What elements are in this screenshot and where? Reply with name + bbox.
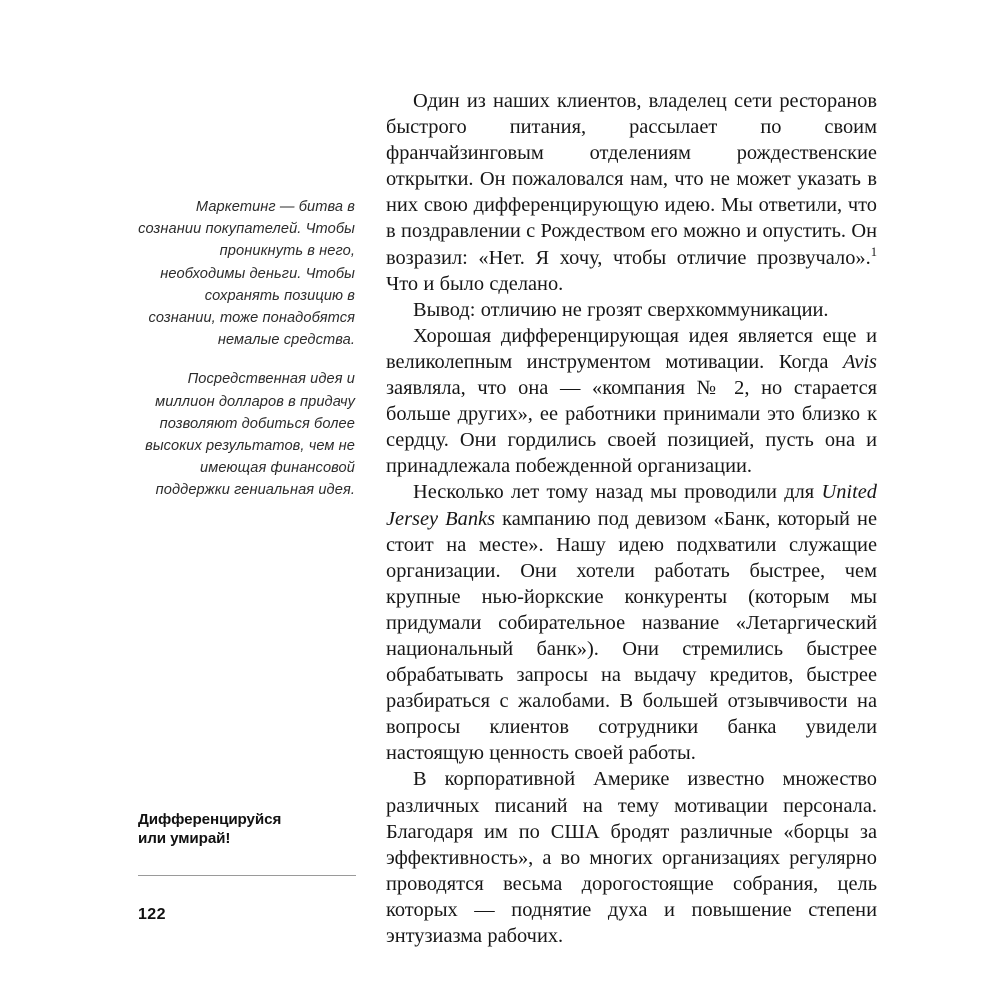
margin-note-block: [138, 196, 355, 502]
italic-term: United Jersey Banks: [386, 481, 877, 530]
footnote-marker: 1: [870, 244, 877, 259]
italic-term: Avis: [843, 350, 877, 373]
running-book-title-line2: или умирай!: [138, 830, 231, 847]
page-footer: [138, 810, 356, 924]
running-book-title: [138, 810, 356, 848]
running-book-title-line1: Дифференцируйся: [138, 811, 282, 828]
body-paragraph: Несколько лет тому назад мы проводили для United Jersey Banks кампанию под девизом «Банк, который не стоит на месте». Нашу идею подхватили служащие организации. Они хотели работать быстрее, чем крупные нью-йоркские конкуренты (которым мы придумали собирательное название «Летаргический национальный банк»). Они стремились быстрее обрабатывать запросы на выдачу кредитов, быстрее разбираться с жалобами. В большей отзывчивости на вопросы клиентов сотрудники банка увидели настоящую ценность своей работы.: [386, 481, 878, 765]
footer-divider: [138, 875, 356, 876]
body-paragraph: В корпоративной Америке известно множество различных писаний на тему мотивации персонала. Благодаря им по США бродят различные «борцы за эффективность», а во многих организациях регулярно проводятся весьма дорогостоящие собрания, цель которых — поднятие духа и повышение степени энтузиазма рабочих.: [386, 768, 877, 947]
main-text-column: [386, 88, 877, 949]
margin-note-2: Посредственная идея и миллион долларов в придачу позволяют добиться более высоких результатов, чем не имеющая финансовой поддержки гениальная идея.: [145, 371, 355, 499]
body-paragraph: Один из наших клиентов, владелец сети ресторанов быстрого питания, рассылает по своим франчайзинговым отделениям рождественские открытки. Он пожаловался нам, что не может указать в них свою дифференцирующую идею. Мы ответили, что в поздравлении с Рождеством его можно и опустить. Он возразил: «Нет. Я хочу, чтобы отличие прозвучало».$^1$ Что и было сделано.: [386, 90, 877, 295]
page-number: 122: [138, 906, 166, 923]
body-paragraph: Вывод: отличию не грозят сверхкоммуникации.: [413, 298, 829, 321]
margin-note-1: Маркетинг — битва в сознании покупателей. Чтобы проникнуть в него, необходимы деньги. Чтобы сохранять позицию в сознании, тоже понадобятся немалые средства.: [138, 199, 355, 349]
body-paragraph: Хорошая дифференцирующая идея является еще и великолепным инструментом мотивации. Когда Avis заявляла, что она — «компания № 2, но старается больше других», ее работники принимали это близко к сердцу. Они гордились своей позицией, пусть она и принадлежала побежденной организации.: [386, 324, 877, 478]
